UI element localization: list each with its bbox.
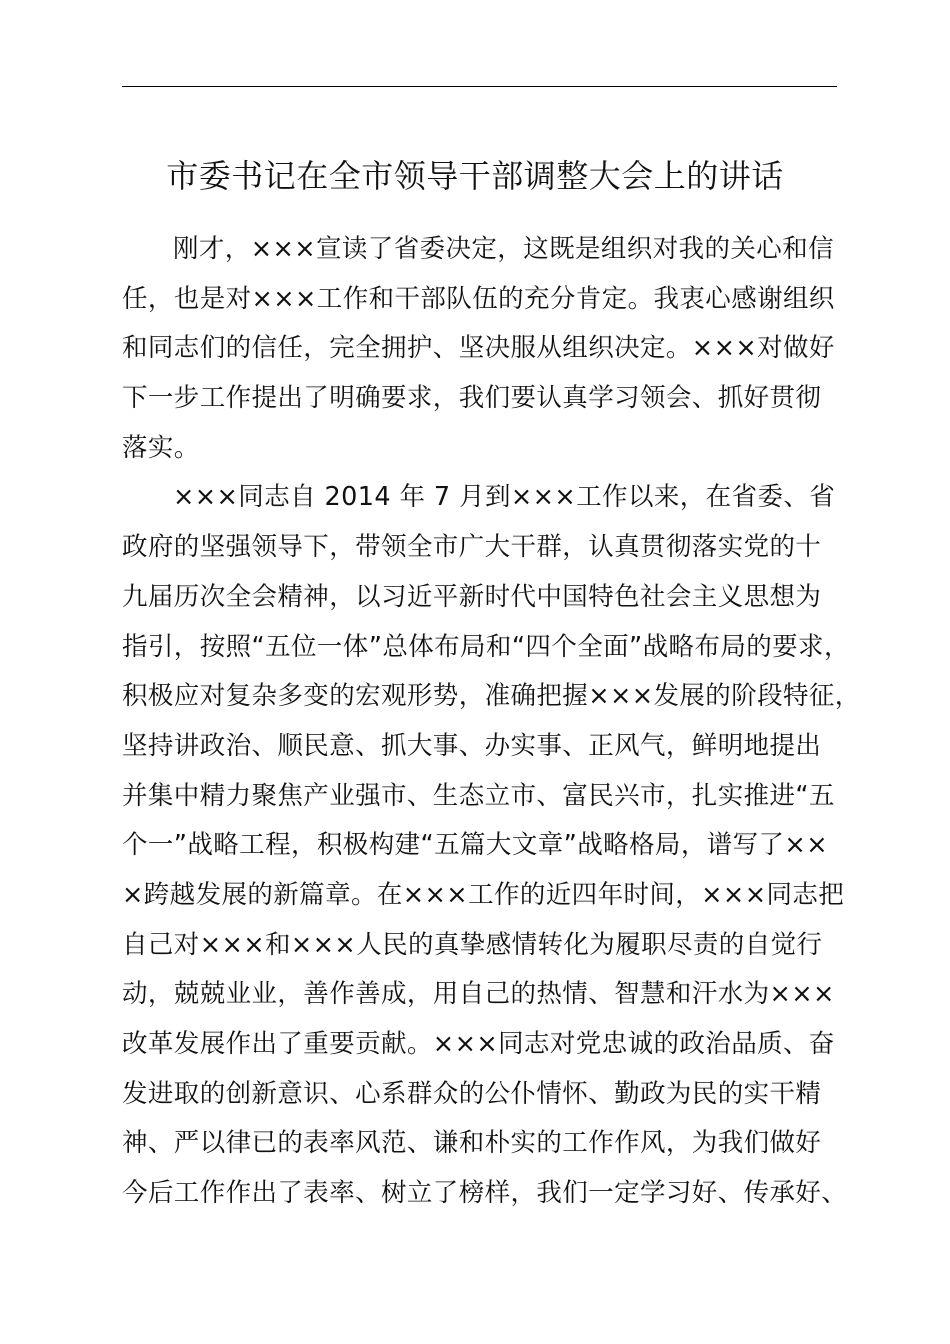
- paragraph-2-line-7: 并集中精力聚焦产业强市、生态立市、富民兴市，扎实推进“五: [122, 780, 835, 811]
- paragraph-2-line-13: 发进取的创新意识、心系群众的公仆情怀、勤政为民的实干精: [122, 1078, 822, 1109]
- paragraph-1-line-1: 刚才，×××宣读了省委决定，这既是组织对我的关心和信: [173, 234, 834, 264]
- paragraph-2-line-9: ×跨越发展的新篇章。在×××工作的近四年时间，×××同志把: [122, 879, 845, 910]
- paragraph-2-line-11: 动，兢兢业业，善作善成，用自己的热情、智慧和汗水为×××: [122, 979, 835, 1010]
- paragraph-2-line-6: 坚持讲政治、顺民意、抓大事、办实事、正风气，鲜明地提出: [122, 730, 822, 761]
- paragraph-1-line-3: 和同志们的信任，完全拥护、坚决服从组织决定。×××对做好: [122, 333, 835, 364]
- paragraph-1-line-5: 落实。: [122, 432, 200, 463]
- paragraph-2-line-14: 神、严以律已的表率风范、谦和朴实的工作作风，为我们做好: [122, 1128, 822, 1159]
- paragraph-1-line-2: 任，也是对×××工作和干部队伍的充分肯定。我衷心感谢组织: [122, 283, 835, 314]
- paragraph-2-line-10: 自己对×××和×××人民的真挚感情转化为履职尽责的自觉行: [122, 929, 823, 960]
- page-title: 市委书记在全市领导干部调整大会上的讲话: [166, 157, 784, 195]
- paragraph-2-line-5: 积极应对复杂多变的宏观形势，准确把握×××发展的阶段特征，: [122, 681, 861, 712]
- header-rule: [122, 86, 837, 87]
- paragraph-2-line-3: 九届历次全会精神，以习近平新时代中国特色社会主义思想为: [122, 581, 822, 612]
- paragraph-2-line-8: 个一”战略工程，积极构建“五篇大文章”战略格局，谱写了××: [122, 830, 828, 861]
- paragraph-2-line-4: 指引，按照“五位一体”总体布局和“四个全面”战略布局的要求，: [122, 631, 850, 662]
- paragraph-2-line-15: 今后工作作出了表率、树立了榜样，我们一定学习好、传承好、: [122, 1178, 848, 1209]
- paragraph-2-line-1: ×××同志自 2014 年 7 月到×××工作以来，在省委、省: [173, 482, 836, 513]
- paragraph-1-line-4: 下一步工作提出了明确要求，我们要认真学习领会、抓好贯彻: [122, 383, 822, 414]
- document-body: [122, 225, 862, 1219]
- paragraph-2-line-2: 政府的坚强领导下，带领全市广大干群，认真贯彻落实党的十: [122, 532, 822, 563]
- paragraph-2-line-12: 改革发展作出了重要贡献。×××同志对党忠诚的政治品质、奋: [122, 1029, 835, 1059]
